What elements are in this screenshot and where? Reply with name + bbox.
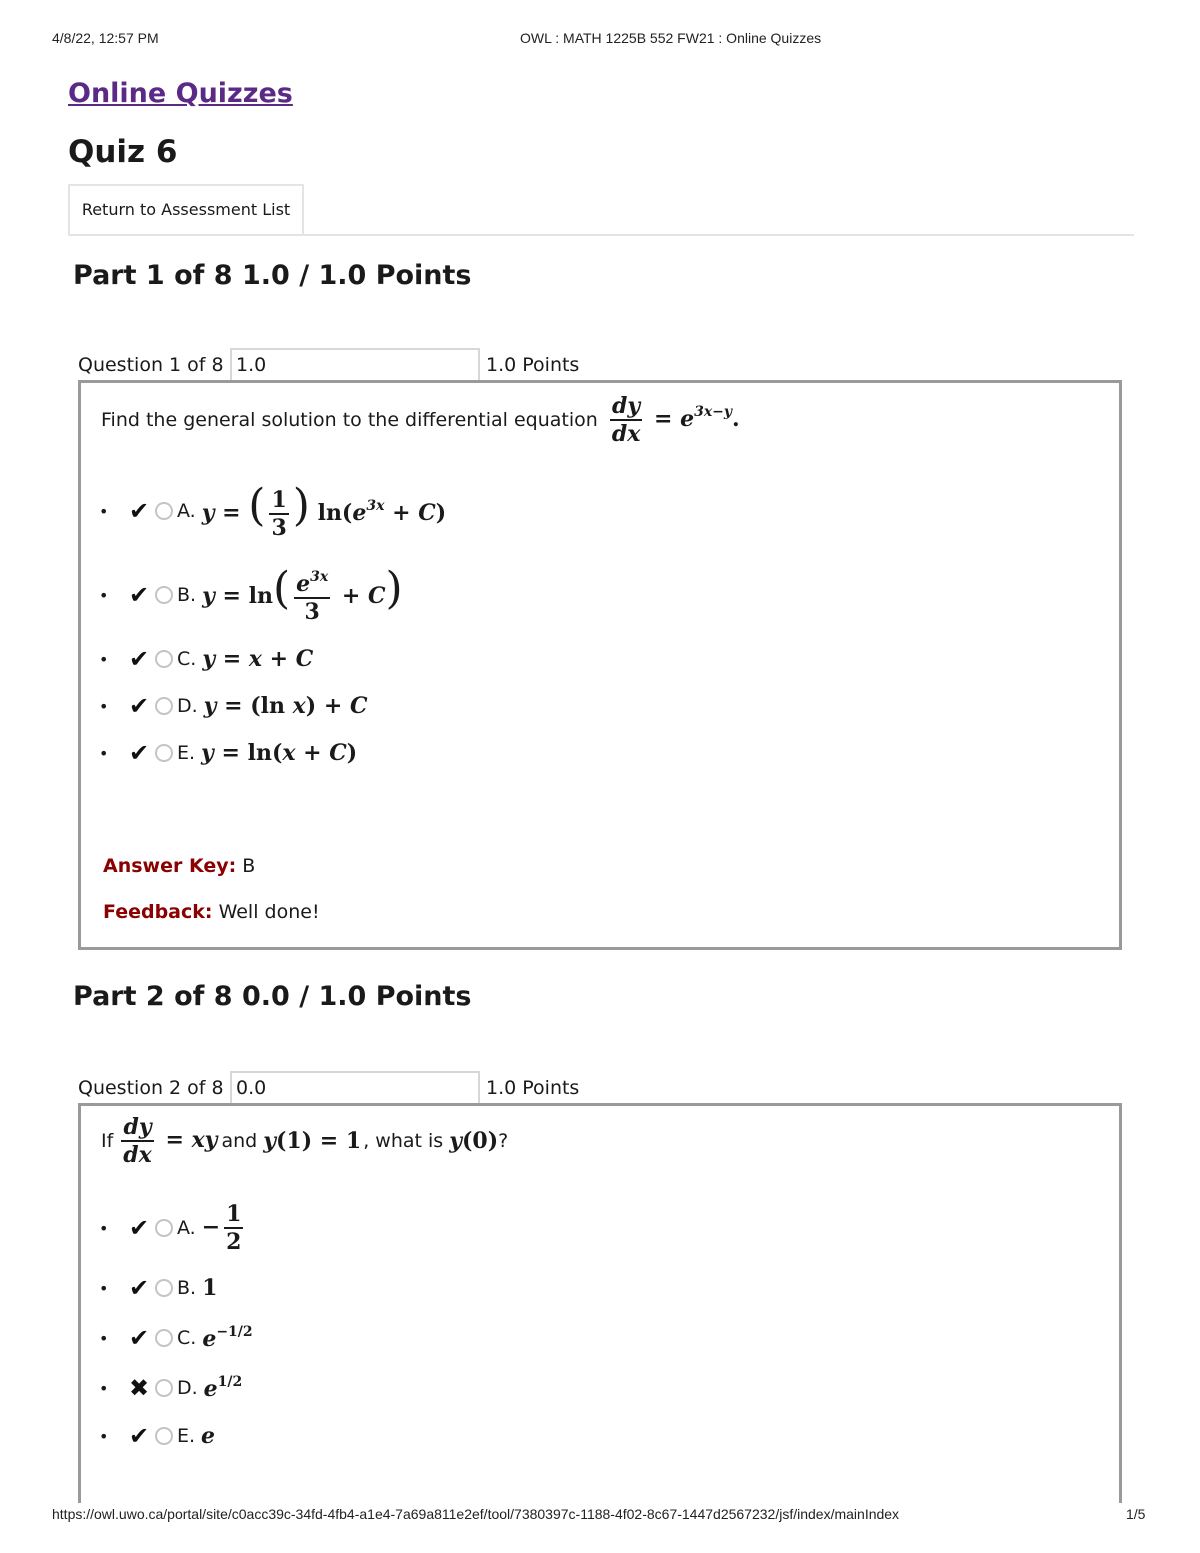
part-2-heading: Part 2 of 8 0.0 / 1.0 Points	[73, 981, 472, 1012]
question-1-score-field[interactable]: 1.0	[230, 348, 480, 380]
question-2-option-e[interactable]: • ✔ E. e	[99, 1422, 216, 1450]
question-1-points: 1.0 Points	[486, 354, 580, 376]
question-2-option-a[interactable]: • ✔ A. − $\frac{1}{2}$	[99, 1208, 247, 1248]
radio-d[interactable]	[155, 1379, 173, 1397]
radio-c[interactable]	[155, 1329, 173, 1347]
radio-b[interactable]	[155, 586, 173, 604]
print-url: https://owl.uwo.ca/portal/site/c0acc39c-34fd-4fb4-a1e4-7a69a811e2ef/tool/7380397c-1188-4f02-8c67-1447d2567232/jsf/index/mainIndex	[52, 1506, 900, 1522]
check-icon: ✔	[128, 1324, 150, 1352]
check-icon: ✔	[128, 739, 150, 767]
question-1-equation: $\frac{dy}{dx}$ = $e^{3x-y}$.	[611, 393, 740, 447]
question-2-box	[78, 1103, 1122, 1503]
question-1-prompt-text: Find the general solution to the differential equation	[101, 409, 598, 431]
answer-key-label: Answer Key:	[103, 855, 237, 877]
radio-a[interactable]	[155, 1219, 173, 1237]
feedback-label: Feedback:	[103, 901, 213, 923]
question-2-prompt: If $\frac{dy}{dx}$ = xy and y(1) = 1 , what is y(0) ?	[101, 1114, 509, 1168]
check-icon: ✔	[128, 581, 150, 609]
return-to-assessment-list-button[interactable]: Return to Assessment List	[68, 184, 304, 234]
option-a-math: − $\frac{1}{2}$	[201, 1201, 242, 1255]
question-1-label: Question 1 of 8	[78, 354, 224, 376]
radio-a[interactable]	[155, 502, 173, 520]
question-2-label: Question 2 of 8	[78, 1077, 224, 1099]
question-1-option-a[interactable]: • ✔ A. y = ( $\frac{1}{3}$ ) $\ln(e^{3x} + C)$	[99, 479, 447, 541]
option-b-math: 1	[202, 1275, 218, 1301]
check-icon: ✔	[128, 1274, 150, 1302]
option-b-math: y = ln( $\frac{e^{3x}}{3}$ + C)	[202, 562, 403, 626]
answer-key	[103, 855, 255, 877]
check-icon: ✔	[128, 497, 150, 525]
radio-b[interactable]	[155, 1279, 173, 1297]
question-1-box	[78, 380, 1122, 950]
option-d-math: $e^{1/2}$	[203, 1374, 243, 1402]
check-icon: ✔	[128, 645, 150, 673]
check-icon: ✔	[128, 692, 150, 720]
option-c-math: $e^{-1/2}$	[202, 1324, 253, 1352]
option-e-math: e	[201, 1423, 216, 1449]
answer-key-value: B	[242, 855, 256, 877]
tab-bar	[68, 184, 1134, 236]
check-icon: ✔	[128, 1214, 150, 1242]
feedback-text: Well done!	[218, 901, 320, 923]
question-2-option-d[interactable]: • ✖ D. $e^{1/2}$	[99, 1374, 243, 1402]
question-2-option-c[interactable]: • ✔ C. $e^{-1/2}$	[99, 1324, 253, 1352]
feedback	[103, 901, 320, 923]
question-2-points: 1.0 Points	[486, 1077, 580, 1099]
option-c-math: y = x + C	[202, 646, 314, 672]
online-quizzes-link[interactable]: Online Quizzes	[68, 78, 293, 109]
question-2-score-field[interactable]: 0.0	[230, 1071, 480, 1103]
part-1-heading: Part 1 of 8 1.0 / 1.0 Points	[73, 260, 472, 291]
check-icon: ✔	[128, 1422, 150, 1450]
radio-c[interactable]	[155, 650, 173, 668]
question-2-option-b[interactable]: • ✔ B. 1	[99, 1274, 218, 1302]
question-1-option-e[interactable]: • ✔ E. y = ln(x + C)	[99, 739, 358, 767]
print-date: 4/8/22, 12:57 PM	[52, 30, 159, 46]
print-title: OWL : MATH 1225B 552 FW21 : Online Quizzes	[520, 30, 822, 46]
question-1-option-d[interactable]: • ✔ D. y = (ln x) + C	[99, 692, 368, 720]
page-title: Quiz 6	[68, 134, 178, 170]
option-a-math: y = ( $\frac{1}{3}$ ) $\ln(e^{3x} + C)$	[201, 479, 447, 541]
page-number: 1/5	[1126, 1506, 1146, 1522]
radio-d[interactable]	[155, 697, 173, 715]
option-d-math: y = (ln x) + C	[203, 693, 368, 719]
question-1-prompt	[101, 395, 740, 445]
radio-e[interactable]	[155, 1427, 173, 1445]
radio-e[interactable]	[155, 744, 173, 762]
cross-icon: ✖	[128, 1374, 150, 1402]
question-1-option-c[interactable]: • ✔ C. y = x + C	[99, 645, 314, 673]
option-e-math: y = ln(x + C)	[201, 740, 358, 766]
question-1-option-b[interactable]: • ✔ B. y = ln( $\frac{e^{3x}}{3}$ + C)	[99, 562, 403, 626]
